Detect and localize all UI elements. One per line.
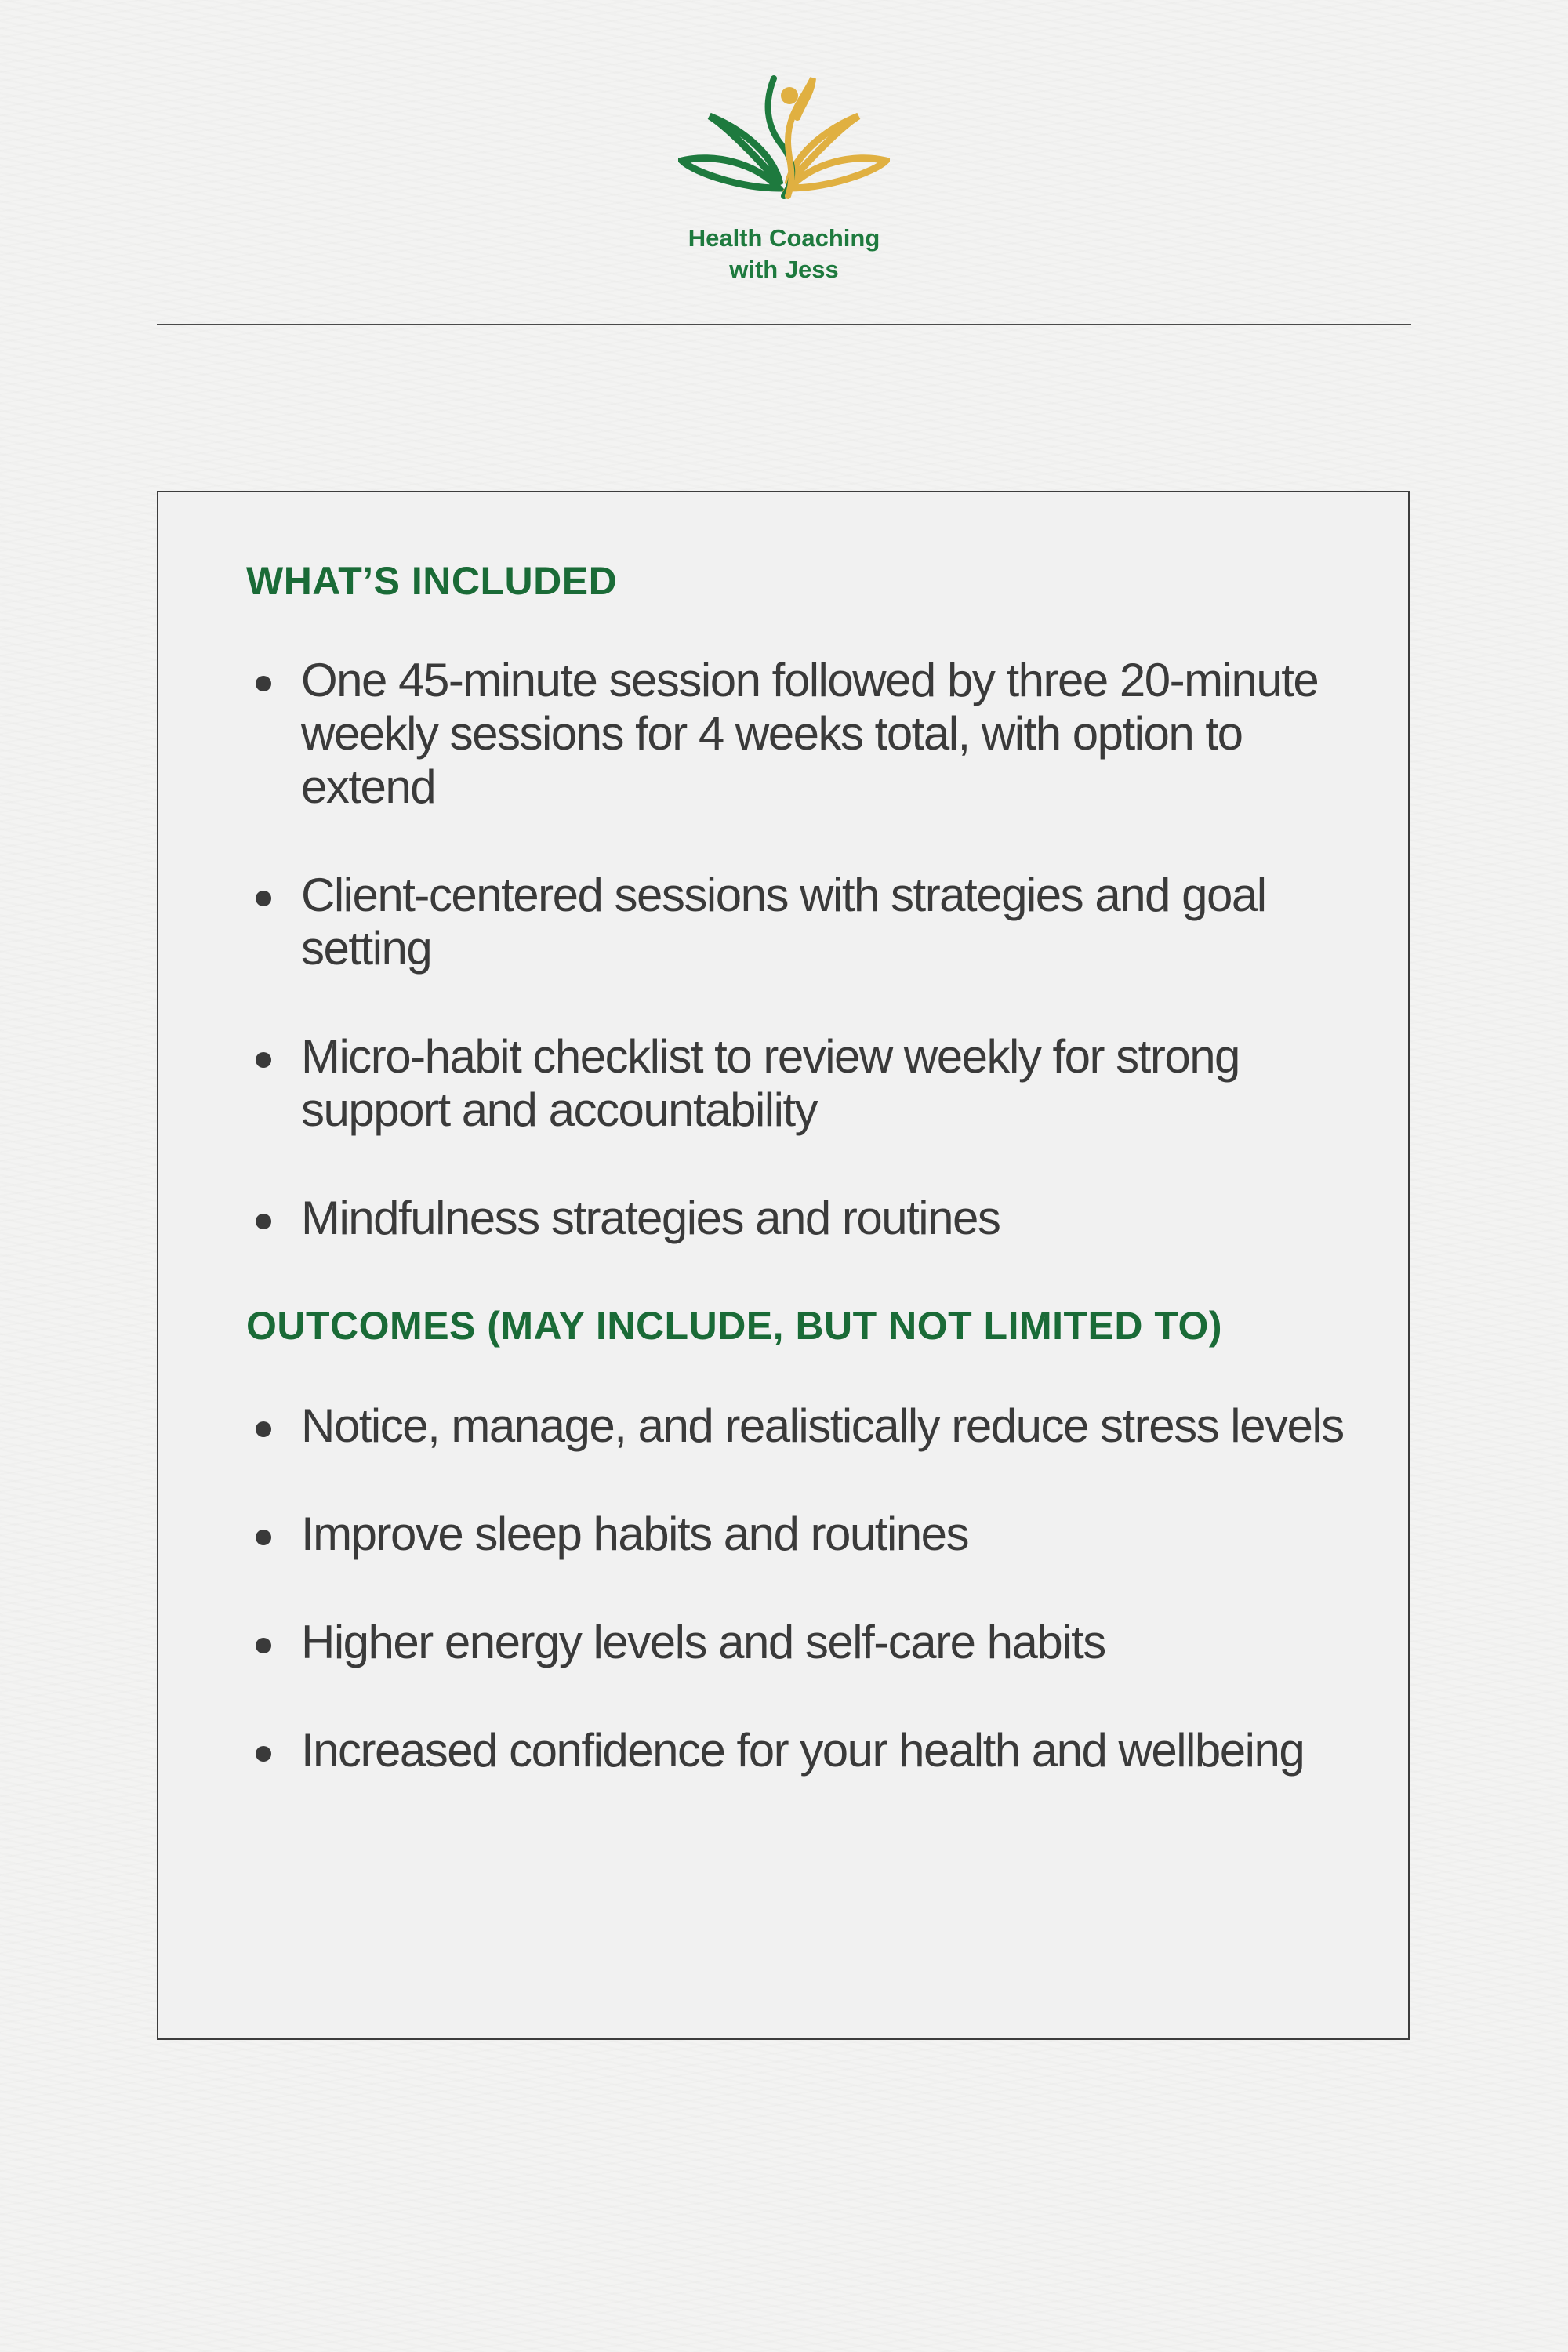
header-divider bbox=[157, 324, 1411, 325]
list-item: Mindfulness strategies and routines bbox=[246, 1192, 1344, 1245]
list-item: Notice, manage, and realistically reduce stress levels bbox=[246, 1399, 1344, 1453]
outcomes-heading: OUTCOMES (MAY INCLUDE, BUT NOT LIMITED TO) bbox=[246, 1304, 1223, 1348]
brand-logo bbox=[0, 71, 1568, 285]
list-item: Improve sleep habits and routines bbox=[246, 1508, 1344, 1561]
brand-name-line2: with Jess bbox=[729, 256, 839, 283]
list-item: Increased confidence for your health and wellbeing bbox=[246, 1724, 1344, 1777]
included-list bbox=[246, 654, 1344, 1300]
list-item: Client-centered sessions with strategies and goal setting bbox=[246, 869, 1344, 975]
brand-name-line1: Health Coaching bbox=[688, 224, 880, 252]
list-item: Micro-habit checklist to review weekly for strong support and accountability bbox=[246, 1030, 1344, 1137]
included-heading: WHAT’S INCLUDED bbox=[246, 559, 618, 603]
lotus-figure-logo-icon bbox=[678, 71, 890, 204]
brand-name bbox=[688, 223, 880, 285]
list-item: Higher energy levels and self-care habits bbox=[246, 1616, 1344, 1669]
outcomes-list bbox=[246, 1399, 1344, 1832]
list-item: One 45-minute session followed by three 20-minute weekly sessions for 4 weeks total, with option to extend bbox=[246, 654, 1344, 814]
